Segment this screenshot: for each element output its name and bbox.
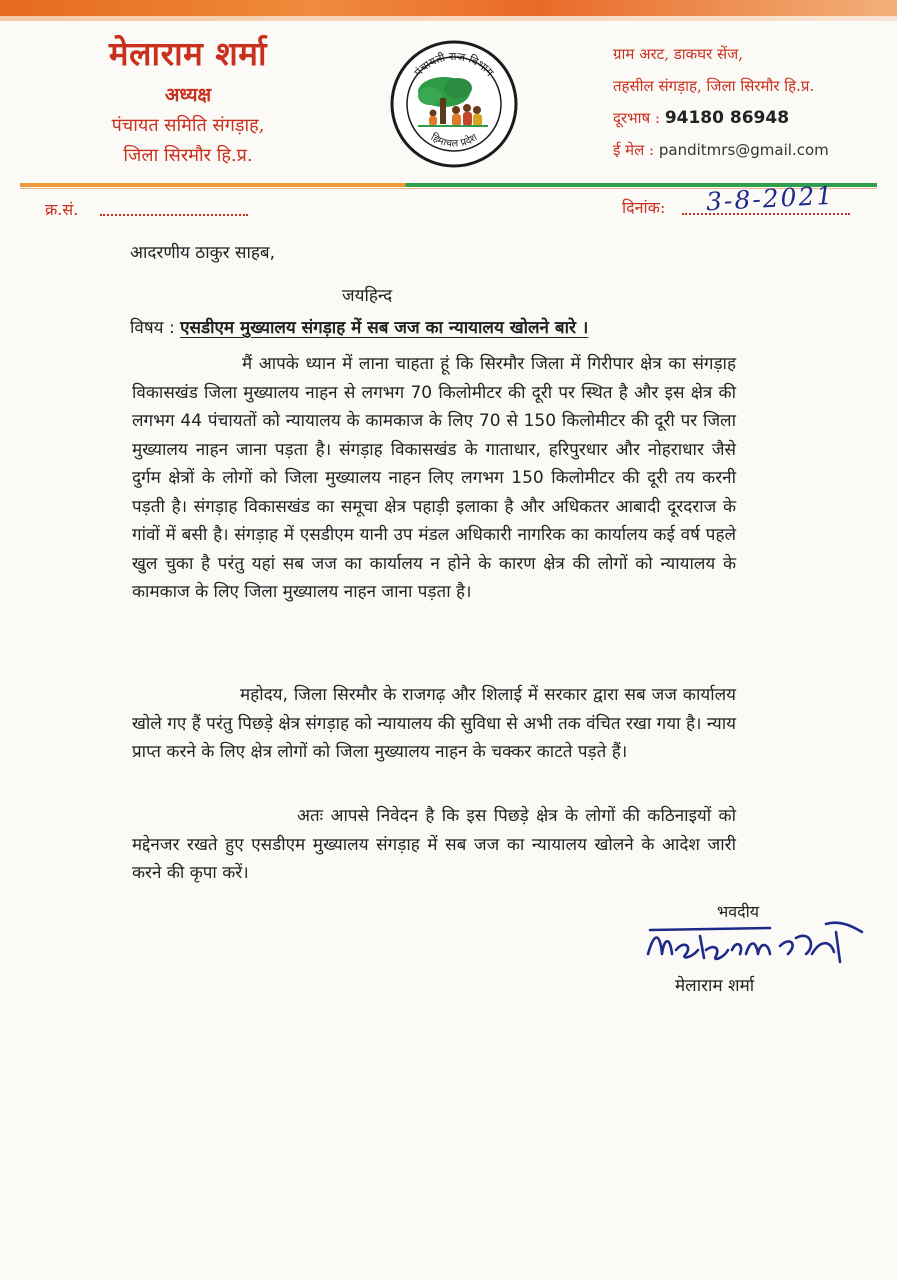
body-paragraph-1: मैं आपके ध्यान में लाना चाहता हूं कि सिरमौर जिला में गिरीपार क्षेत्र का संगड़ाह विकासखंड जिला मुख्यालय नाहन से लगभग 70 किलोमीटर की दूरी पर स्थित है और इस क्षेत्र की लगभग 44 पंचायतों को न्यायालय के कामकाज के लिए 70 से 150 किलोमीटर की दूरी पर जिला मुख्यालय नाहन जाना पड़ता है। संगड़ाह विकासखंड के गाताधार, हरिपुरधार और नोहराधार जैसे दुर्गम क्षेत्रों के लोगों को जिला मुख्यालय नाहन लिए लगभग 150 किलोमीटर की दूरी तय करनी पड़ती है। संगड़ाह विकासखंड का समूचा क्षेत्र पहाड़ी इलाका है और अधिकतर आबादी दूरदराज के गांवों में बसी है। संगड़ाह में एसडीएम यानी उप मंडल अधिकारी नागरिक का कार्यालय कई वर्ष पहले खुल चुका है परंतु यहां सब जज का कार्यालय न होने के कारण क्षेत्र की लोगों को न्यायालय के कामकाज के लिए जिला मुख्यालय नाहन जाना पड़ता है।: [132, 354, 736, 602]
subject-text: एसडीएम मुख्यालय संगड़ाह में सब जज का न्यायालय खोलने बारे ।: [180, 318, 589, 338]
greeting: जयहिन्द: [342, 286, 393, 306]
sender-org-line1: पंचायत समिति संगड़ाह,: [111, 115, 265, 136]
reference-blank-line: [100, 200, 248, 216]
top-decorative-band: [0, 0, 897, 16]
body-paragraph-2: महोदय, जिला सिरमौर के राजगढ़ और शिलाई में सरकार द्वारा सब जज कार्यालय खोले गए हैं परंतु पिछड़े क्षेत्र संगड़ाह को न्यायालय की सुविधा से अभी तक वंचित रखा गया है। न्याय प्राप्त करने के लिए क्षेत्र लोगों को जिला मुख्यालय नाहन के चक्कर काटते पड़ते हैं।: [132, 685, 736, 762]
salutation: आदरणीय ठाकुर साहब,: [130, 243, 276, 263]
tree-village-emblem-icon: [388, 38, 520, 170]
letterhead-contact: [613, 44, 893, 172]
address-line2: तहसील संगड़ाह, जिला सिरमौर हि.प्र.: [613, 77, 815, 95]
letterhead-sender: [58, 30, 318, 167]
email-address: panditmrs@gmail.com: [658, 141, 829, 159]
email-label: ई मेल :: [613, 141, 655, 159]
phone-label: दूरभाष :: [613, 109, 661, 127]
sender-name: मेलाराम शर्मा: [108, 34, 268, 73]
body-paragraph-3: अतः आपसे निवेदन है कि इस पिछड़े क्षेत्र के लोगों की कठिनाइयों को मद्देनजर रखते हुए एसडीएम मुख्यालय संगड़ाह में सब जज का न्यायालय खोलने के आदेश जारी करने की कृपा करें।: [132, 806, 736, 883]
sender-org-line2: जिला सिरमौर हि.प्र.: [123, 145, 253, 166]
email-row: [613, 140, 893, 160]
closing: भवदीय: [717, 902, 760, 921]
handwritten-date: 3-8-2021: [705, 180, 836, 217]
signer-name: मेलाराम शर्मा: [675, 976, 755, 996]
sender-role: अध्यक्ष: [164, 84, 212, 106]
handwritten-signature: [640, 910, 870, 980]
logo-top-text: पंचायती राज विभाग: [411, 49, 497, 79]
logo-bottom-text: हिमाचल प्रदेश: [428, 132, 480, 150]
phone-row: [613, 108, 893, 128]
panchayati-raj-logo: [388, 38, 520, 170]
reference-label: क्र.सं.: [45, 200, 79, 219]
date-label: दिनांक:: [622, 198, 666, 217]
subject-line: [130, 315, 588, 338]
phone-number: 94180 86948: [664, 108, 790, 128]
top-decorative-band-shadow: [0, 16, 897, 21]
subject-label: विषय :: [130, 318, 175, 338]
address-line1: ग्राम अरट, डाकघर सेंज,: [613, 45, 744, 63]
